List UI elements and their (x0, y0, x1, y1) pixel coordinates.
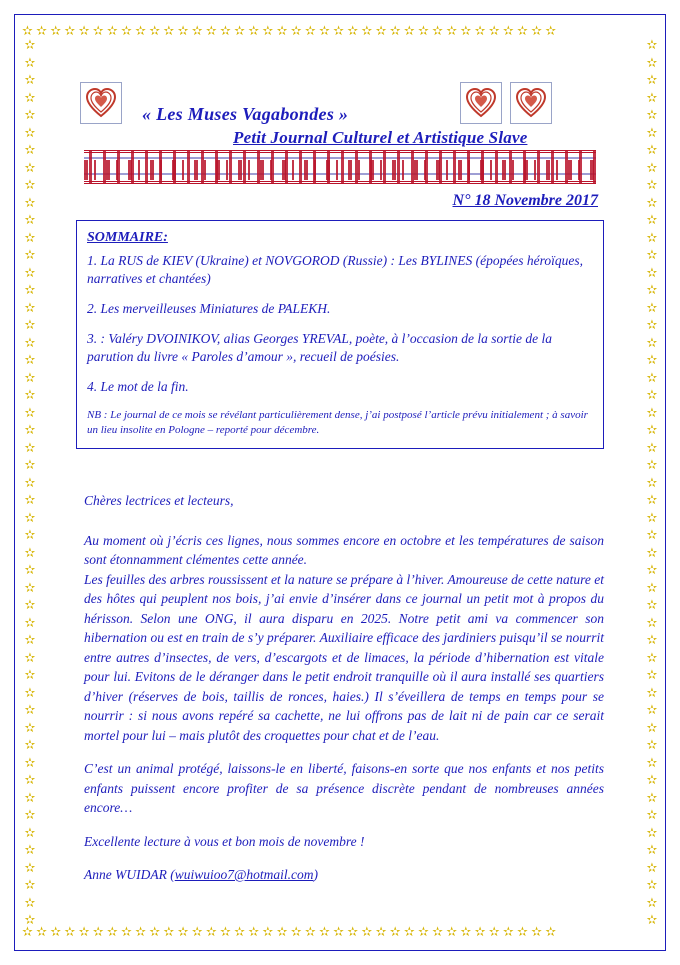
signature-name: Anne WUIDAR (84, 867, 167, 882)
letter-greeting: Chères lectrices et lecteurs, (84, 493, 234, 508)
summary-box (76, 220, 604, 449)
star-border-top: ✫ ✫ ✫ ✫ ✫ ✫ ✫ ✫ ✫ ✫ ✫ ✫ ✫ ✫ ✫ ✫ ✫ ✫ ✫ ✫ ✫ ✫ ✫ ✫ ✫ ✫ ✫ ✫ ✫ ✫ ✫ ✫ ✫ ✫ ✫ ✫ ✫ ✫ (22, 23, 557, 38)
ornamental-band-pattern (84, 160, 596, 180)
letter-paragraph: Au moment où j’écris ces lignes, nous sommes encore en octobre et les températures de saison sont étonnamment clémentes cette année. (84, 532, 604, 567)
letter-closing: Excellente lecture à vous et bon mois de novembre ! (84, 833, 365, 849)
summary-item: 4. Le mot de la fin. (87, 379, 189, 394)
heart-icon-graphic (84, 86, 118, 120)
issue-number: N° 18 Novembre 2017 (452, 192, 598, 209)
letter-paragraph: C’est un animal protégé, laissons-le en liberté, faisons-en sorte que nos enfants et nos petits enfants puissent encore profiter de sa présence discrète pendant de nombreuses années encore… (84, 761, 604, 815)
signature-paren-close: ) (313, 867, 319, 882)
editorial-letter (84, 491, 604, 899)
summary-heading: SOMMAIRE: (87, 230, 168, 245)
summary-item: 3. : Valéry DVOINIKOV, alias Georges YREVAL, poète, à l’occasion de la sortie de la parution du livre « Paroles d’amour », recueil de poésies. (87, 331, 553, 364)
star-border-right: ✫ ✫ ✫ ✫ ✫ ✫ ✫ ✫ ✫ ✫ ✫ ✫ ✫ ✫ ✫ ✫ ✫ ✫ ✫ ✫ ✫ ✫ ✫ ✫ ✫ ✫ ✫ ✫ ✫ ✫ ✫ ✫ ✫ ✫ ✫ ✫ ✫ ✫ ✫ ✫ ✫ ✫ ✫ ✫ ✫ ✫ ✫ ✫ ✫ ✫ ✫ (646, 37, 658, 927)
letter-paragraph: Les feuilles des arbres roussissent et la nature se prépare à l’hiver. Amoureuse de cette nature et des hôtes qui peuplent nos bois, j’ai envie d’insérer dans ce journal un petit mot à propos du hérisson. Selon une ONG, il aura disparu en 2025. Notre petit ami va commencer son hibernation ou est en train de s’y préparer. Auxiliaire efficace des jardiniers puisqu’il se nourrit entre autres d’insectes, de vers, d’escargots et de limaces, la période d’hibernation est vitale pour lui. Evitons de le déranger dans le petit endroit tranquille où il aura installé ses quartiers d’hiver (réserves de bois, taillis de ronces, haies.) Il s’éveillera de temps en temps pour se nourrir : si nous avons repéré sa cachette, ne lui offrons pas de lait ni de pain car ce serait mortel pour lui – mais plutôt des croquettes pour chat et de l’eau. (84, 571, 604, 743)
summary-item: 2. Les merveilleuses Miniatures de PALEKH. (87, 301, 331, 316)
heart-icon-graphic (514, 86, 548, 120)
summary-note: NB : Le journal de ce mois se révélant particulièrement dense, j’ai postposé l’article prévu initialement ; à savoir un lieu insolite en Pologne – reporté pour décembre. (87, 409, 588, 436)
heart-icon-graphic (464, 86, 498, 120)
ornamental-band (84, 150, 596, 184)
heart-embroidery-icon (80, 82, 122, 124)
heart-embroidery-icon (460, 82, 502, 124)
journal-title: « Les Muses Vagabondes » (142, 104, 349, 124)
summary-item: 1. La RUS de KIEV (Ukraine) et NOVGOROD (Russie) : Les BYLINES (épopées héroïques, narratives et chantées) (87, 253, 584, 286)
star-border-left: ✫ ✫ ✫ ✫ ✫ ✫ ✫ ✫ ✫ ✫ ✫ ✫ ✫ ✫ ✫ ✫ ✫ ✫ ✫ ✫ ✫ ✫ ✫ ✫ ✫ ✫ ✫ ✫ ✫ ✫ ✫ ✫ ✫ ✫ ✫ ✫ ✫ ✫ ✫ ✫ ✫ ✫ ✫ ✫ ✫ ✫ ✫ ✫ ✫ ✫ ✫ (24, 37, 36, 927)
signature-paren-open: ( (170, 867, 175, 882)
heart-embroidery-icon (510, 82, 552, 124)
star-border-bottom: ✫ ✫ ✫ ✫ ✫ ✫ ✫ ✫ ✫ ✫ ✫ ✫ ✫ ✫ ✫ ✫ ✫ ✫ ✫ ✫ ✫ ✫ ✫ ✫ ✫ ✫ ✫ ✫ ✫ ✫ ✫ ✫ ✫ ✫ ✫ ✫ ✫ ✫ (22, 924, 557, 939)
journal-subtitle: Petit Journal Culturel et Artistique Slave (233, 128, 528, 147)
signature-email-link[interactable]: wuiwuioo7@hotmail.com (174, 867, 314, 882)
letter-signature (84, 865, 604, 885)
masthead (48, 46, 632, 209)
